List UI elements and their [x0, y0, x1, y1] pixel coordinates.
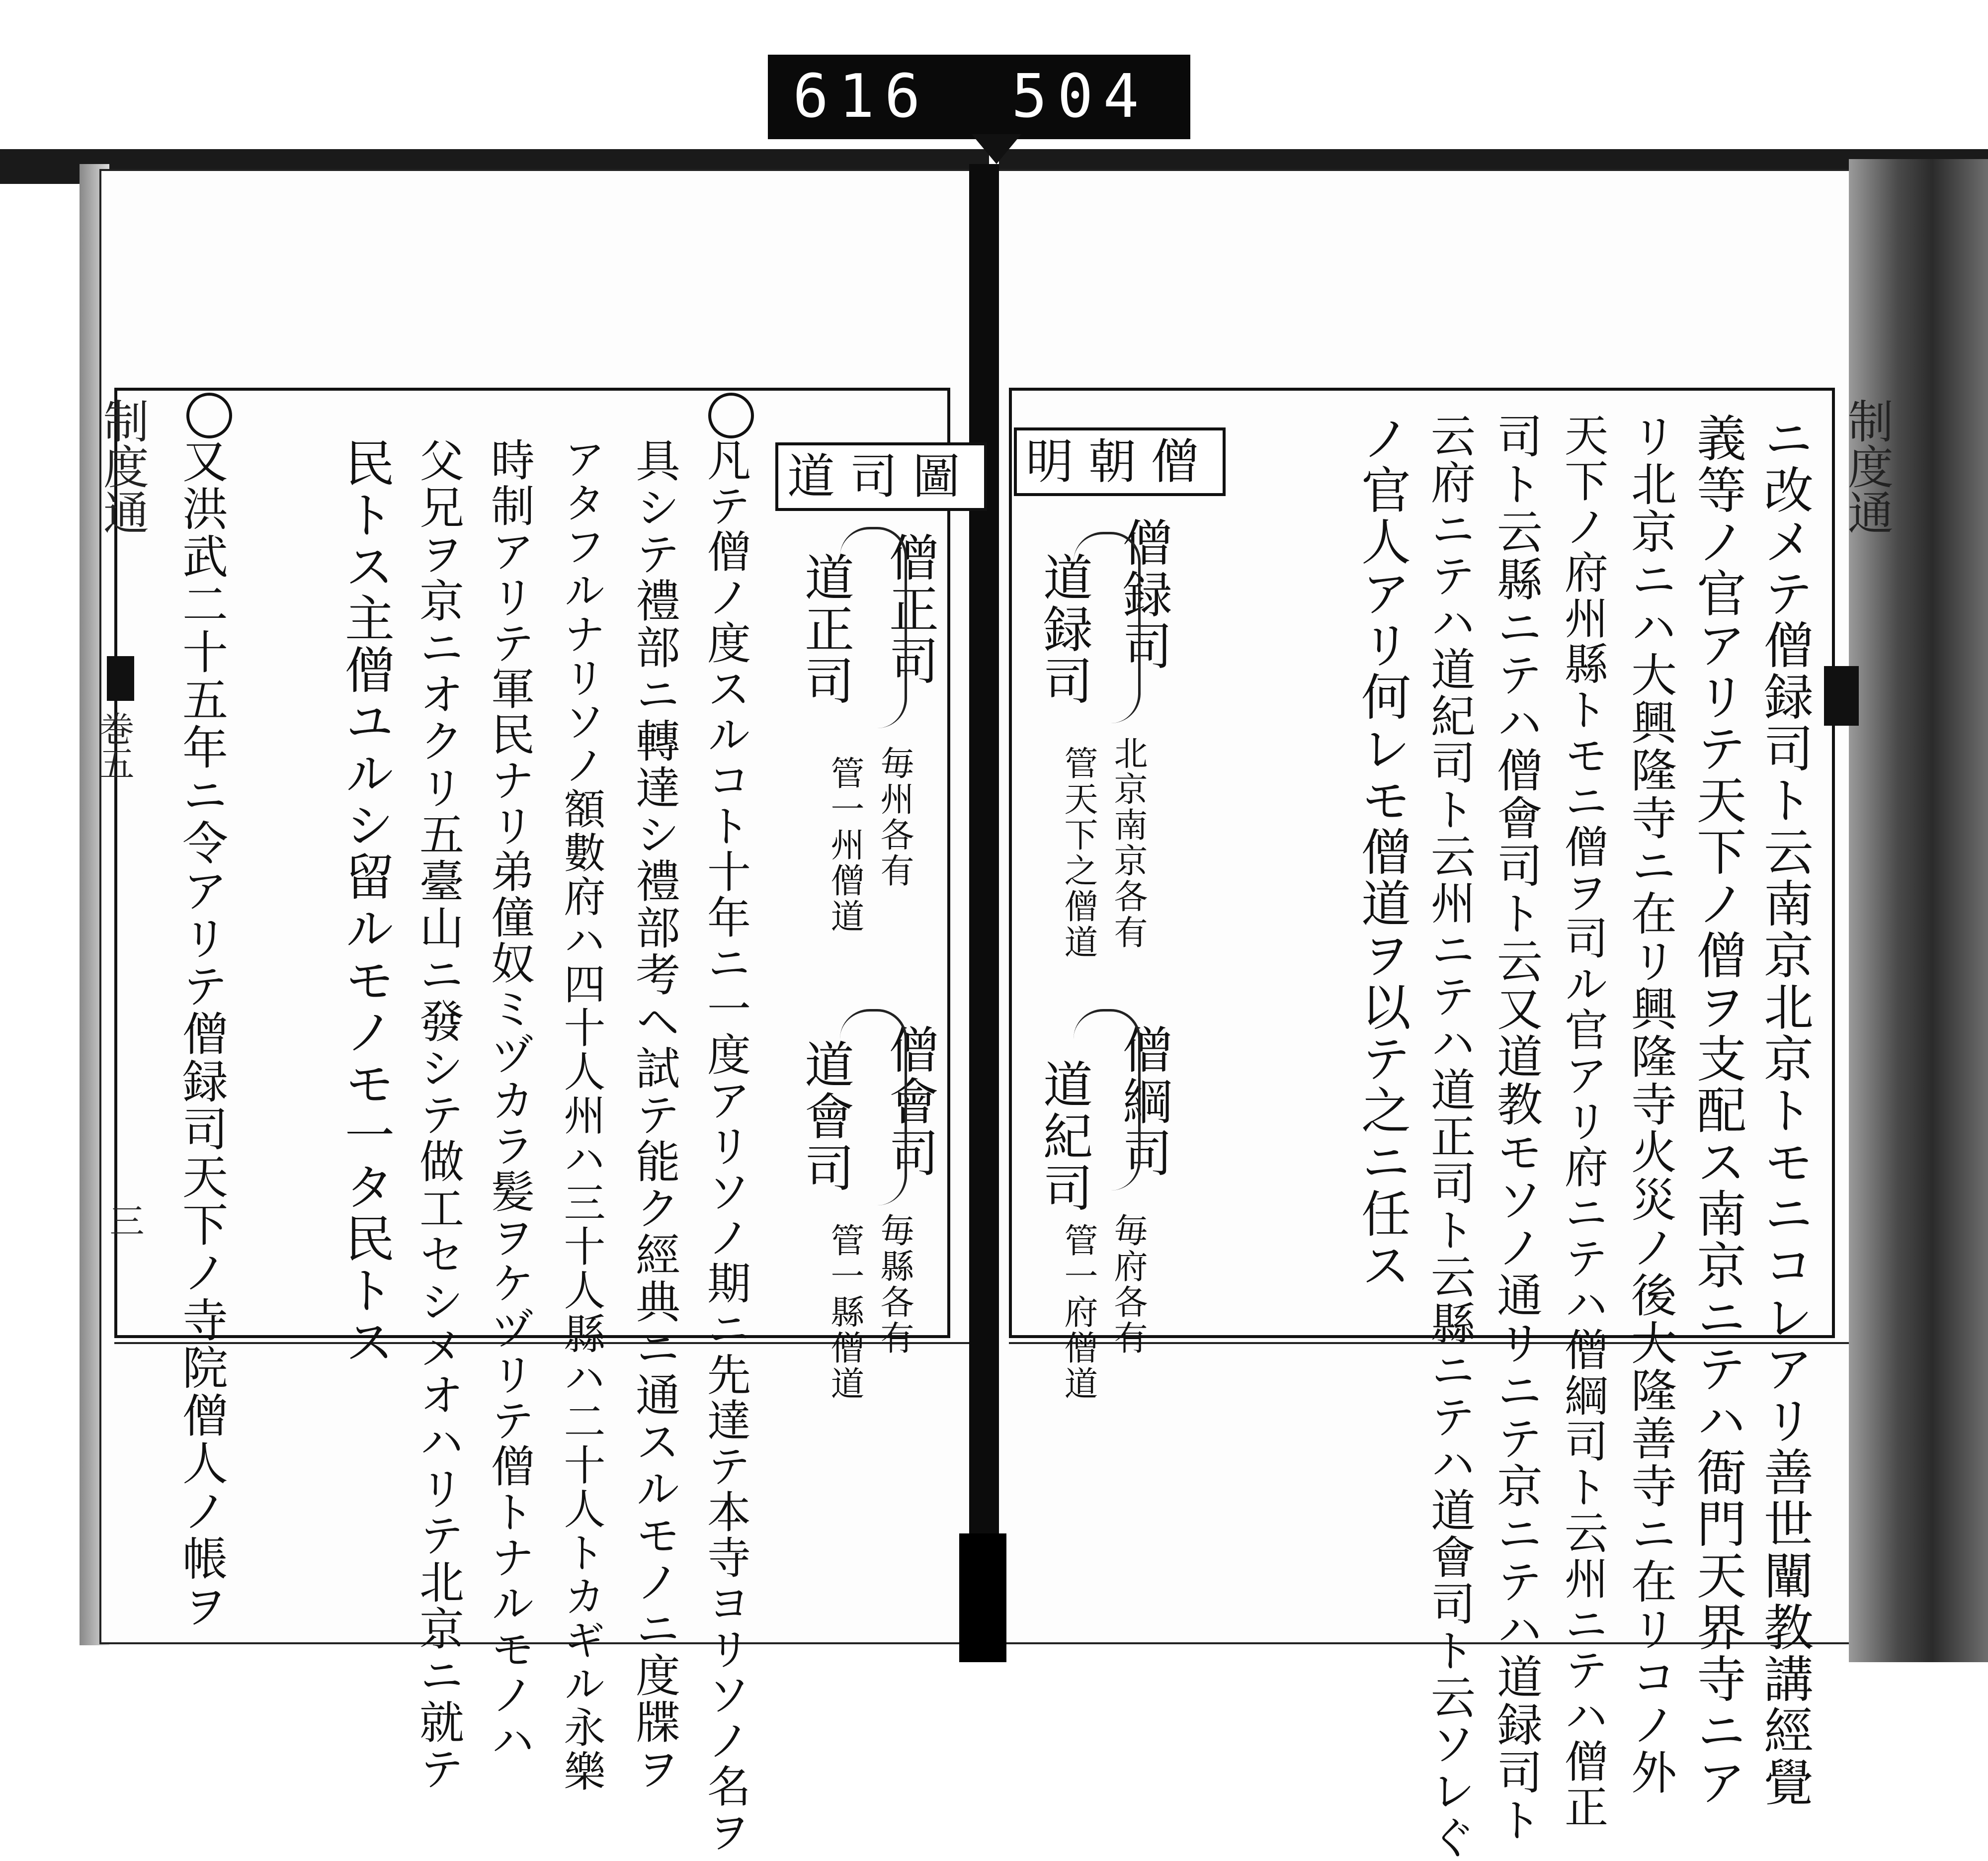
left-text-column-7: 又洪武二十五年ニ令アリテ僧録司天下ノ寺院僧人ノ帳ヲ — [175, 437, 228, 1630]
spine-bottom-block — [959, 1533, 1006, 1662]
left-diagram-2-top: 僧會司 — [881, 1024, 939, 1179]
right-margin-tab — [1824, 666, 1859, 726]
left-margin-page: 三 — [104, 1203, 145, 1238]
left-text-column-4: 時制アリテ軍民ナリ弟僮奴ミヅカラ髪ヲケヅリテ僧トナルモノハ — [484, 437, 535, 1764]
left-diagram-2-note-a: 毎縣各有 — [875, 1213, 914, 1356]
left-diagram-2-note-b: 管一縣僧道 — [825, 1223, 864, 1402]
left-margin-volume: 巻五 — [94, 711, 135, 780]
right-diagram-2-bottom: 道紀司 — [1035, 1059, 1093, 1214]
right-diagram-1-bottom: 道録司 — [1035, 552, 1093, 707]
right-diagram-2-note-a: 毎府各有 — [1108, 1213, 1148, 1356]
right-text-column-7: ノ官人アリ何レモ僧道ヲ以テ之ニ任ス — [1353, 413, 1411, 1291]
right-text-column-2: 義等ノ官アリテ天下ノ僧ヲ支配ス南京ニテハ衙門天界寺ニア — [1688, 413, 1746, 1808]
right-diagram-1-note-b: 管天下之僧道 — [1059, 746, 1098, 960]
specimen-number-right: 504 — [1011, 62, 1149, 131]
section-circle-mark — [708, 393, 754, 438]
right-diagram-2-note-b: 管一府僧道 — [1059, 1223, 1098, 1402]
left-diagram-1-note-b: 管一州僧道 — [825, 756, 864, 934]
specimen-label — [768, 55, 1190, 139]
left-text-column-1: 凡テ僧ノ度スルコト十年ニ一度アリソノ期ニ先達テ本寺ヨリソノ名ヲ — [700, 437, 751, 1855]
left-text-column-6: 民トス主僧ユルシ留ルモノモ一タ民トス — [336, 437, 395, 1368]
left-diagram-1-top: 僧正司 — [881, 532, 939, 687]
left-diagram-title: 道司圖 — [775, 442, 987, 511]
right-text-column-3: リ北京ニハ大興隆寺ニ在リ興隆寺火災ノ後大隆善寺ニ在リコノ外 — [1624, 413, 1677, 1796]
right-edge-shadow — [1849, 159, 1988, 1662]
left-text-column-2: 具シテ禮部ニ轉達シ禮部考ヘ試テ能ク經典ニ通スルモノニ度牒ヲ — [628, 437, 680, 1792]
right-diagram-2-brace — [1074, 1009, 1141, 1190]
left-diagram-1-bottom: 道正司 — [796, 552, 854, 707]
right-diagram-1-top: 僧録司 — [1114, 517, 1172, 672]
right-margin-title: 制度通 — [1840, 398, 1894, 535]
left-diagram-2-brace — [840, 1009, 907, 1205]
section-circle-mark-2 — [186, 393, 232, 438]
right-text-column-1: ニ改メテ僧録司ト云南京北京トモニコレアリ善世闡教講經覺 — [1755, 413, 1814, 1808]
right-diagram-1-brace — [1074, 532, 1141, 723]
book-spine — [969, 164, 999, 1662]
left-text-column-5: 父兄ヲ京ニオクリ五臺山ニ發シテ做工セシメオハリテ北京ニ就テ — [412, 437, 464, 1792]
left-margin-tab — [107, 656, 134, 701]
specimen-number-left: 616 — [793, 62, 930, 131]
right-text-column-6: 云府ニテハ道紀司ト云州ニテハ道正司ト云縣ニテハ道會司ト云ソレぐ — [1423, 413, 1475, 1861]
left-diagram-1-brace — [840, 527, 907, 728]
right-diagram-1-note-a: 北京南京各有 — [1108, 736, 1148, 950]
right-text-column-4: 天下ノ府州縣トモニ僧ヲ司ル官アリ府ニテハ僧綱司ト云州ニテハ僧正 — [1558, 413, 1609, 1830]
right-text-column-5: 司ト云縣ニテハ僧會司ト云又道教モソノ通リニテ京ニテハ道録司ト — [1490, 413, 1543, 1844]
right-diagram-title: 明朝僧 — [1014, 427, 1226, 496]
left-diagram-2-bottom: 道會司 — [796, 1039, 854, 1194]
left-margin-title: 制度通 — [96, 398, 149, 535]
left-diagram-1-note-a: 毎州各有 — [875, 746, 914, 889]
right-diagram-2-top: 僧綱司 — [1114, 1024, 1172, 1179]
left-text-column-3: アタフルナリソノ額數府ハ四十人州ハ三十人縣ハ二十人トカギル永樂 — [557, 437, 606, 1793]
